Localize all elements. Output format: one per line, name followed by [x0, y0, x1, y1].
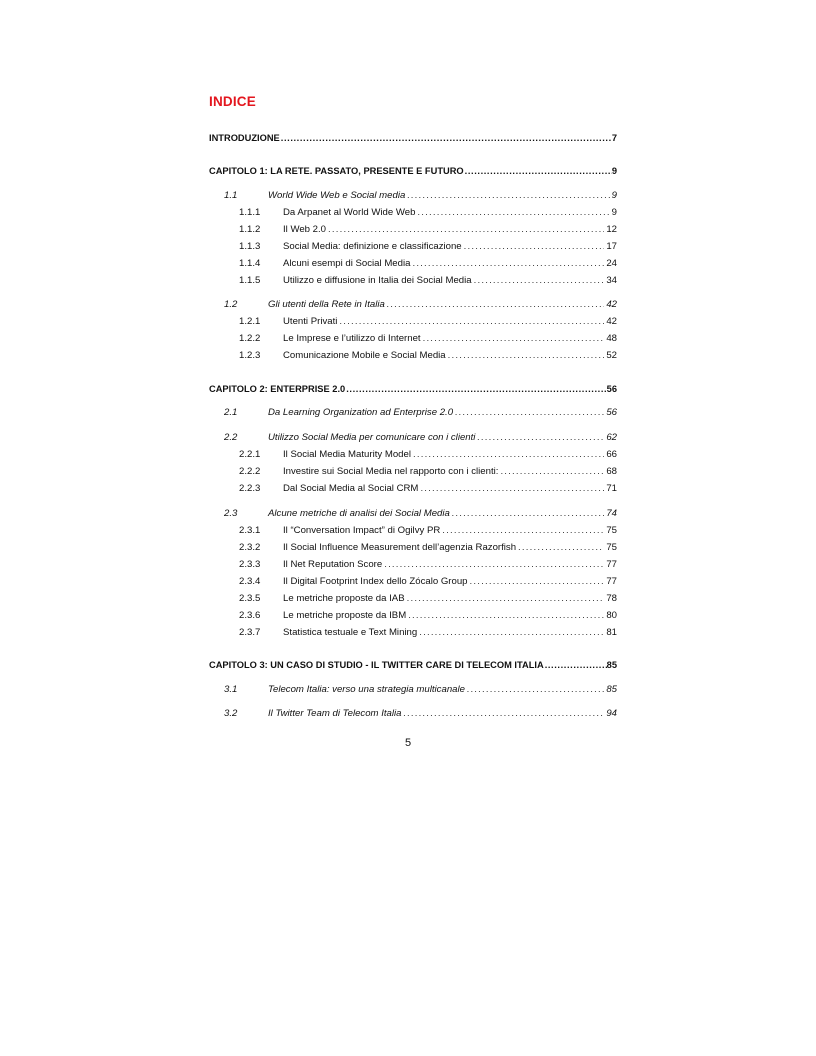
toc-entry-number: 1.2.3 — [239, 350, 261, 361]
toc-entry-number: 1.2 — [224, 299, 238, 310]
toc-heading: INDICE — [209, 94, 256, 109]
toc-entry-number: 3.2 — [224, 708, 238, 719]
toc-entry-page: 12 — [606, 224, 617, 235]
toc-entry-page: 71 — [606, 483, 617, 494]
toc-entry-number: 2.3.7 — [239, 627, 261, 638]
toc-entry-page: 24 — [606, 258, 617, 269]
dot-leader — [474, 275, 605, 287]
toc-entry-sub[interactable] — [239, 449, 617, 461]
toc-entry-title: Le Imprese e l’utilizzo di Internet — [283, 333, 421, 344]
toc-entry-title: Il Social Influence Measurement dell’agenzia Razorfish — [283, 542, 517, 553]
toc-entry-title: Il Web 2.0 — [283, 224, 327, 235]
toc-entry-title: Il Net Reputation Score — [283, 559, 383, 570]
toc-entry-title: Alcuni esempi di Social Media — [283, 258, 411, 269]
toc-entry-chapter[interactable] — [209, 383, 617, 395]
toc-entry-sub[interactable] — [239, 610, 617, 622]
toc-entry-page: 42 — [606, 316, 617, 327]
toc-entry-page: 34 — [606, 275, 617, 286]
toc-entry-sub[interactable] — [239, 350, 617, 362]
toc-entry-page: 56 — [606, 407, 617, 418]
dot-leader — [281, 132, 612, 144]
dot-leader — [412, 258, 604, 270]
toc-entry-title: Investire sui Social Media nel rapporto con i clienti: — [283, 466, 499, 477]
toc-entry-chapter[interactable] — [209, 165, 617, 177]
toc-entry-number: 2.3.1 — [239, 525, 261, 536]
toc-entry-title: CAPITOLO 3: UN CASO DI STUDIO - IL TWITTER CARE DI TELECOM ITALIA — [209, 660, 544, 670]
toc-entry-sub[interactable] — [239, 333, 617, 345]
dot-leader — [407, 190, 609, 202]
toc-entry-number: 1.1.2 — [239, 224, 261, 235]
dot-leader — [442, 525, 604, 537]
toc-entry-section[interactable] — [224, 684, 617, 696]
dot-leader — [346, 383, 606, 395]
toc-entry-page: 77 — [606, 576, 617, 587]
toc-entry-title: Dal Social Media al Social CRM — [283, 483, 419, 494]
toc-entry-title: Le metriche proposte da IAB — [283, 593, 405, 604]
toc-entry-page: 7 — [611, 133, 617, 143]
toc-entry-number: 3.1 — [224, 684, 238, 695]
toc-entry-page: 9 — [611, 207, 617, 218]
toc-entry-page: 78 — [606, 593, 617, 604]
dot-leader — [413, 449, 604, 461]
toc-entry-page: 94 — [606, 708, 617, 719]
toc-entry-number: 1.2.1 — [239, 316, 261, 327]
dot-leader — [339, 316, 604, 328]
toc-entry-page: 68 — [606, 466, 617, 477]
toc-entry-page: 42 — [606, 299, 617, 310]
toc-entry-title: Gli utenti della Rete in Italia — [268, 299, 385, 310]
toc-entry-number: 2.3.5 — [239, 593, 261, 604]
toc-entry-title: World Wide Web e Social media — [268, 190, 406, 201]
toc-entry-title: CAPITOLO 1: LA RETE. PASSATO, PRESENTE E FUTURO — [209, 166, 464, 176]
toc-entry-sub[interactable] — [239, 258, 617, 270]
toc-entry-title: Utenti Privati — [283, 316, 338, 327]
toc-entry-number: 1.1.3 — [239, 241, 261, 252]
toc-entry-number: 1.1.5 — [239, 275, 261, 286]
toc-entry-title: Statistica testuale e Text Mining — [283, 627, 418, 638]
dot-leader — [384, 559, 604, 571]
toc-entry-title: Il “Conversation Impact” di Ogilvy PR — [283, 525, 441, 536]
toc-entry-number: 2.2.2 — [239, 466, 261, 477]
dot-leader — [467, 684, 604, 696]
dot-leader — [545, 659, 607, 671]
toc-entry-number: 1.2.2 — [239, 333, 261, 344]
toc-entry-number: 2.3.6 — [239, 610, 261, 621]
toc-entry-title: CAPITOLO 2: ENTERPRISE 2.0 — [209, 384, 346, 394]
toc-entry-page: 75 — [606, 542, 617, 553]
toc-entry-sub[interactable] — [239, 224, 617, 236]
dot-leader — [464, 241, 605, 253]
toc-entry-page: 80 — [606, 610, 617, 621]
toc-entry-title: Il Twitter Team di Telecom Italia — [268, 708, 402, 719]
toc-entry-sub[interactable] — [239, 593, 617, 605]
toc-entry-title: Comunicazione Mobile e Social Media — [283, 350, 446, 361]
toc-entry-page: 85 — [606, 660, 617, 670]
dot-leader — [518, 542, 604, 554]
toc-entry-section[interactable] — [224, 508, 617, 520]
toc-entry-number: 1.1.1 — [239, 207, 261, 218]
toc-entry-section[interactable] — [224, 299, 617, 311]
toc-entry-page: 48 — [606, 333, 617, 344]
toc-entry-number: 2.2.1 — [239, 449, 261, 460]
toc-entry-page: 9 — [611, 190, 617, 201]
toc-entry-sub[interactable] — [239, 316, 617, 328]
dot-leader — [408, 610, 604, 622]
toc-entry-title: Le metriche proposte da IBM — [283, 610, 407, 621]
toc-entry-sub[interactable] — [239, 466, 617, 478]
dot-leader — [417, 207, 609, 219]
toc-entry-title: Telecom Italia: verso una strategia multicanale — [268, 684, 465, 695]
toc-entry-page: 77 — [606, 559, 617, 570]
toc-entry-number: 2.3 — [224, 508, 238, 519]
toc-entry-number: 1.1.4 — [239, 258, 261, 269]
toc-entry-sub[interactable] — [239, 576, 617, 588]
toc-entry-page: 62 — [606, 432, 617, 443]
toc-entry-title: Utilizzo Social Media per comunicare con i clienti — [268, 432, 476, 443]
toc-entry-chapter[interactable] — [209, 132, 617, 144]
toc-entry-page: 9 — [611, 166, 617, 176]
toc-entry-sub[interactable] — [239, 207, 617, 219]
toc-entry-sub[interactable] — [239, 275, 617, 287]
toc-entry-chapter[interactable] — [209, 659, 617, 671]
dot-leader — [465, 165, 612, 177]
toc-entry-sub[interactable] — [239, 559, 617, 571]
dot-leader — [407, 593, 605, 605]
dot-leader — [423, 333, 605, 345]
toc-entry-title: Da Learning Organization ad Enterprise 2.0 — [268, 407, 454, 418]
toc-entry-page: 75 — [606, 525, 617, 536]
toc-entry-sub[interactable] — [239, 483, 617, 495]
toc-entry-sub[interactable] — [239, 241, 617, 253]
toc-entry-number: 2.2.3 — [239, 483, 261, 494]
toc-entry-number: 1.1 — [224, 190, 238, 201]
toc-entry-page: 74 — [606, 508, 617, 519]
toc-entry-title: Da Arpanet al World Wide Web — [283, 207, 416, 218]
dot-leader — [470, 576, 605, 588]
toc-entry-sub[interactable] — [239, 542, 617, 554]
toc-entry-sub[interactable] — [239, 525, 617, 537]
toc-entry-section[interactable] — [224, 432, 617, 444]
page-number: 5 — [404, 737, 412, 749]
toc-entry-page: 52 — [606, 350, 617, 361]
toc-entry-number: 2.3.3 — [239, 559, 261, 570]
toc-entry-page: 66 — [606, 449, 617, 460]
toc-entry-section[interactable] — [224, 190, 617, 202]
toc-entry-sub[interactable] — [239, 627, 617, 639]
toc-entry-page: 56 — [606, 384, 617, 394]
dot-leader — [403, 708, 604, 720]
toc-entry-title: Alcune metriche di analisi dei Social Media — [268, 508, 450, 519]
dot-leader — [420, 483, 604, 495]
toc-entry-section[interactable] — [224, 407, 617, 419]
toc-entry-title: INTRODUZIONE — [209, 133, 280, 143]
dot-leader — [455, 407, 604, 419]
toc-entry-page: 17 — [606, 241, 617, 252]
toc-entry-title: Il Social Media Maturity Model — [283, 449, 411, 460]
toc-entry-page: 85 — [606, 684, 617, 695]
dot-leader — [448, 350, 605, 362]
toc-entry-title: Il Digital Footprint Index dello Zócalo Group — [283, 576, 468, 587]
toc-entry-title: Utilizzo e diffusione in Italia dei Social Media — [283, 275, 472, 286]
dot-leader — [477, 432, 604, 444]
toc-entry-title: Social Media: definizione e classificazione — [283, 241, 462, 252]
dot-leader — [328, 224, 604, 236]
toc-entry-number: 2.3.4 — [239, 576, 261, 587]
toc-entry-number: 2.3.2 — [239, 542, 261, 553]
toc-entry-number: 2.1 — [224, 407, 238, 418]
dot-leader — [500, 466, 604, 478]
toc-entry-number: 2.2 — [224, 432, 238, 443]
toc-entry-section[interactable] — [224, 708, 617, 720]
toc-entry-page: 81 — [606, 627, 617, 638]
dot-leader — [387, 299, 605, 311]
dot-leader — [419, 627, 604, 639]
dot-leader — [452, 508, 604, 520]
